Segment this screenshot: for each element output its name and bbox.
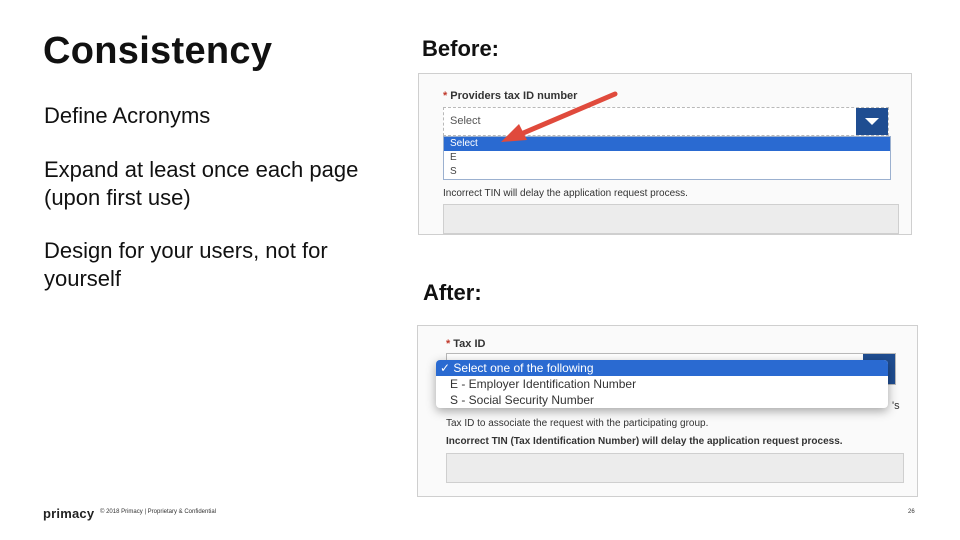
after-heading: After: [423,280,482,305]
page-number: 26 [908,509,915,515]
footer-copyright: © 2018 Primacy | Proprietary & Confidential [100,509,217,515]
check-icon: ✓ [440,361,451,375]
after-peek-text: 's [892,400,900,412]
after-field-label [446,338,485,350]
after-field-label-text: Tax ID [453,338,486,350]
before-option-s[interactable]: S [450,166,457,177]
after-help-text-1: Tax ID to associate the request with the participating group. [446,418,709,429]
bullet-expand-once: Expand at least once each page (upon first use) [44,157,359,210]
after-help-text-2: Incorrect TIN (Tax Identification Number) will delay the application request process. [446,436,843,447]
after-text-input[interactable] [446,453,904,483]
before-option-e[interactable]: E [450,152,457,163]
after-option-ssn[interactable]: S - Social Security Number [450,393,595,407]
before-heading: Before: [422,36,500,61]
after-dropdown-list [436,360,888,408]
after-option-select[interactable] [436,360,888,376]
primacy-logo: primacy [43,506,95,521]
bullet-design-for-users: Design for your users, not for yourself [44,238,328,291]
after-screenshot [417,325,918,497]
after-option-employer-id[interactable]: E - Employer Identification Number [450,377,637,391]
slide-title: Consistency [43,30,273,72]
required-mark: * [446,338,451,350]
before-option-select[interactable]: Select [444,137,890,151]
before-select-value: Select [450,115,481,127]
bullet-define-acronyms: Define Acronyms [44,103,211,128]
before-field-label-text: Providers tax ID number [450,90,578,102]
annotation-arrow [419,74,911,234]
before-screenshot [418,73,912,235]
required-mark: * [443,90,448,102]
after-option-select-label: Select one of the following [453,361,594,375]
before-help-text: Incorrect TIN will delay the application request process. [443,188,688,199]
